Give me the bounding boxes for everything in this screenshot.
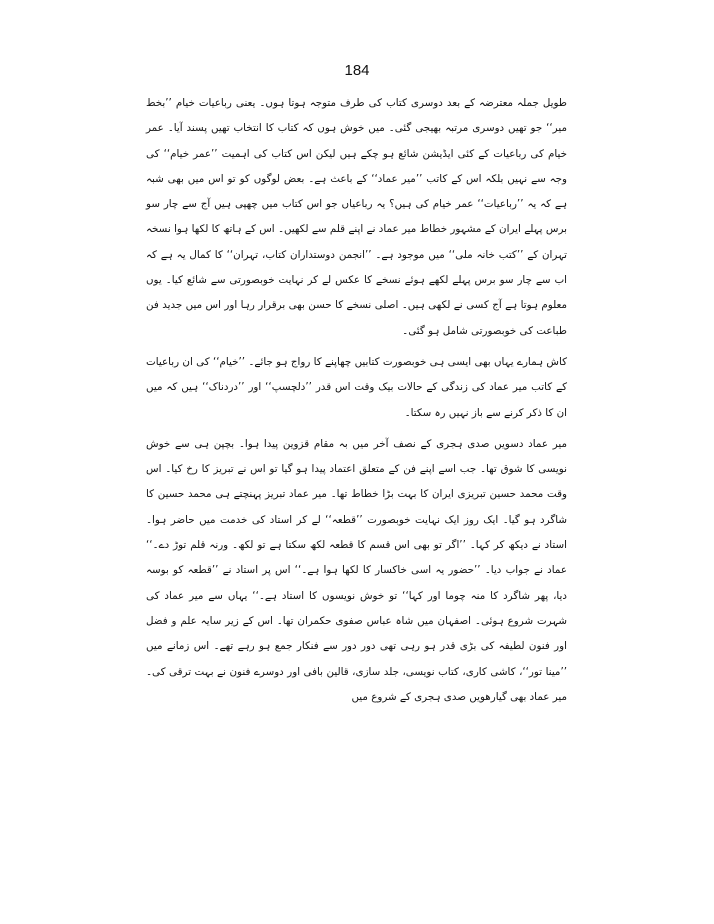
page-number: 184	[344, 62, 370, 79]
paragraph-intro: طویل جملہ معترضہ کے بعد دوسری کتاب کی طرف متوجہ ہوتا ہوں۔ یعنی رباعیات خیام ’’بخط میر‘‘ جو تھیں دوسری مرتبہ بھیجی گئی۔ میں خوش ہوں کہ کتاب کا انتخاب تھیں پسند آیا۔ عمر خیام کی رباعیات کے کئی ایڈیشن شائع ہو چکے ہیں لیکن اس کتاب کی اہمیت ’’عمر خیام‘‘ کی وجہ سے نہیں بلکہ اس کے کاتب ’’میر عماد‘‘ کے باعث ہے۔ بعض لوگوں کو تو اس میں بھی شبہ ہے کہ یہ ’’رباعیات‘‘ عمر خیام کی ہیں؟ یہ رباعیاں جو اس کتاب میں چھپی ہیں آج سے چار سو برس پہلے ایران کے مشہور خطاط میر عماد نے اپنے قلم سے لکھیں۔ اس کے ہاتھ کا لکھا ہوا نسخہ تہران کے ’’کتب خانہ ملی‘‘ میں موجود ہے۔ ’’انجمن دوستداران کتاب، تہران‘‘ کا کمال یہ ہے کہ اب سے چار سو برس پہلے لکھے ہوئے نسخے کا عکس لے کر نہایت خوبصورتی سے شائع کیا۔ یوں معلوم ہوتا ہے آج کسی نے لکھی ہیں۔ اصلی نسخے کا حسن بھی برقرار رہا اور اس میں جدید فن طباعت کی خوبصورتی شامل ہو گئی۔	[146, 97, 567, 337]
paragraph-wish: کاش ہمارے یہاں بھی ایسی ہی خوبصورت کتابیں چھاپنے کا رواج ہو جائے۔ ’’خیام‘‘ کی ان رباعیات کے کاتب میر عماد کی زندگی کے حالات بیک وقت اس قدر ’’دلچسپ‘‘ اور ’’دردناک‘‘ ہیں کہ میں ان کا ذکر کرنے سے باز نہیں رہ سکتا۔	[146, 355, 567, 419]
paragraph-biography: میر عماد دسویں صدی ہجری کے نصف آخر میں بہ مقام قزوین پیدا ہوا۔ بچپن ہی سے خوش نویسی کا شوق تھا۔ جب اسے اپنے فن کے متعلق اعتماد پیدا ہو گیا تو اس نے تبریز کا رخ کیا۔ اس وقت محمد حسین تبریزی ایران کا بہت بڑا خطاط تھا۔ میر عماد تبریز پہنچتے ہی محمد حسین کا شاگرد ہو گیا۔ ایک روز ایک نہایت خوبصورت ’’قطعہ‘‘ لے کر استاد کی خدمت میں حاضر ہوا۔ استاد نے دیکھ کر کہا۔ ’’اگر تو بھی اس قسم کا قطعہ لکھ سکتا ہے تو لکھ۔ ورنہ قلم توڑ دے۔‘‘ عماد نے جواب دیا۔ ’’حضور یہ اسی خاکسار کا لکھا ہوا ہے۔‘‘ اس پر استاد نے ’’قطعہ کو بوسہ دیا، پھر شاگرد کا منہ چوما اور کہا‘‘ تو خوش نویسوں کا استاد ہے۔‘‘ یہاں سے میر عماد کی شہرت شروع ہوئی۔ اصفہان میں شاہ عباس صفوی حکمران تھا۔ اس کے زیر سایہ علم و فضل اور فنون لطیفہ کی بڑی قدر ہو رہی تھی دور دور سے فنکار جمع ہو رہے تھے۔ اس زمانے میں ’’مینا تور‘‘، کاشی کاری، کتاب نویسی، جلد سازی، قالین بافی اور دوسرے فنون نے بہت ترقی کی۔ میر عماد بھی گیارھویں صدی ہجری کے شروع میں	[146, 437, 567, 703]
body-text	[146, 91, 567, 710]
